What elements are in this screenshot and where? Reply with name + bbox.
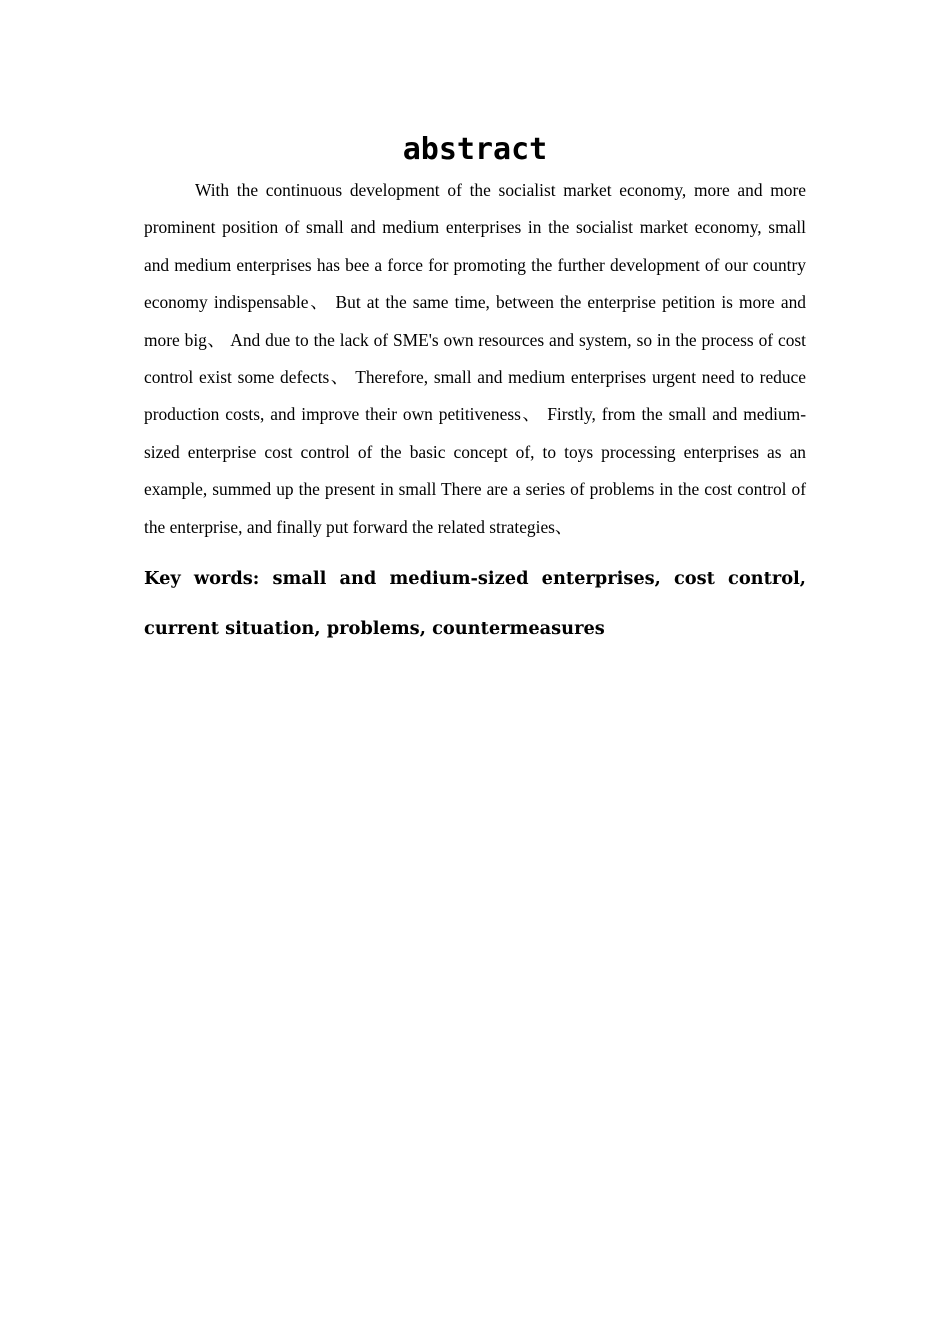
abstract-paragraph: With the continuous development of the socialist market economy, more and more prominent position of small and medium enterprises in the socialist market economy, small and medium enterprises has bee a force for promoting the further development of our country economy indispensable、 But at the same time, between the enterprise petition is more and more big、 And due to the lack of SME's own resources and system, so in the process of cost control exist some defects、 Therefore, small and medium enterprises urgent need to reduce production costs, and improve their own petitiveness、 Firstly, from the small and medium-sized enterprise cost control of the basic concept of, to toys processing enterprises as an example, summed up the present in small There are a series of problems in the cost control of the enterprise, and finally put forward the related strategies、 — [144, 180, 806, 537]
abstract-section — [144, 128, 806, 654]
keywords-line: Key words: small and medium-sized enterprises, cost control, current situation, problems, countermeasures — [144, 568, 806, 640]
page-title: abstract — [402, 132, 548, 167]
